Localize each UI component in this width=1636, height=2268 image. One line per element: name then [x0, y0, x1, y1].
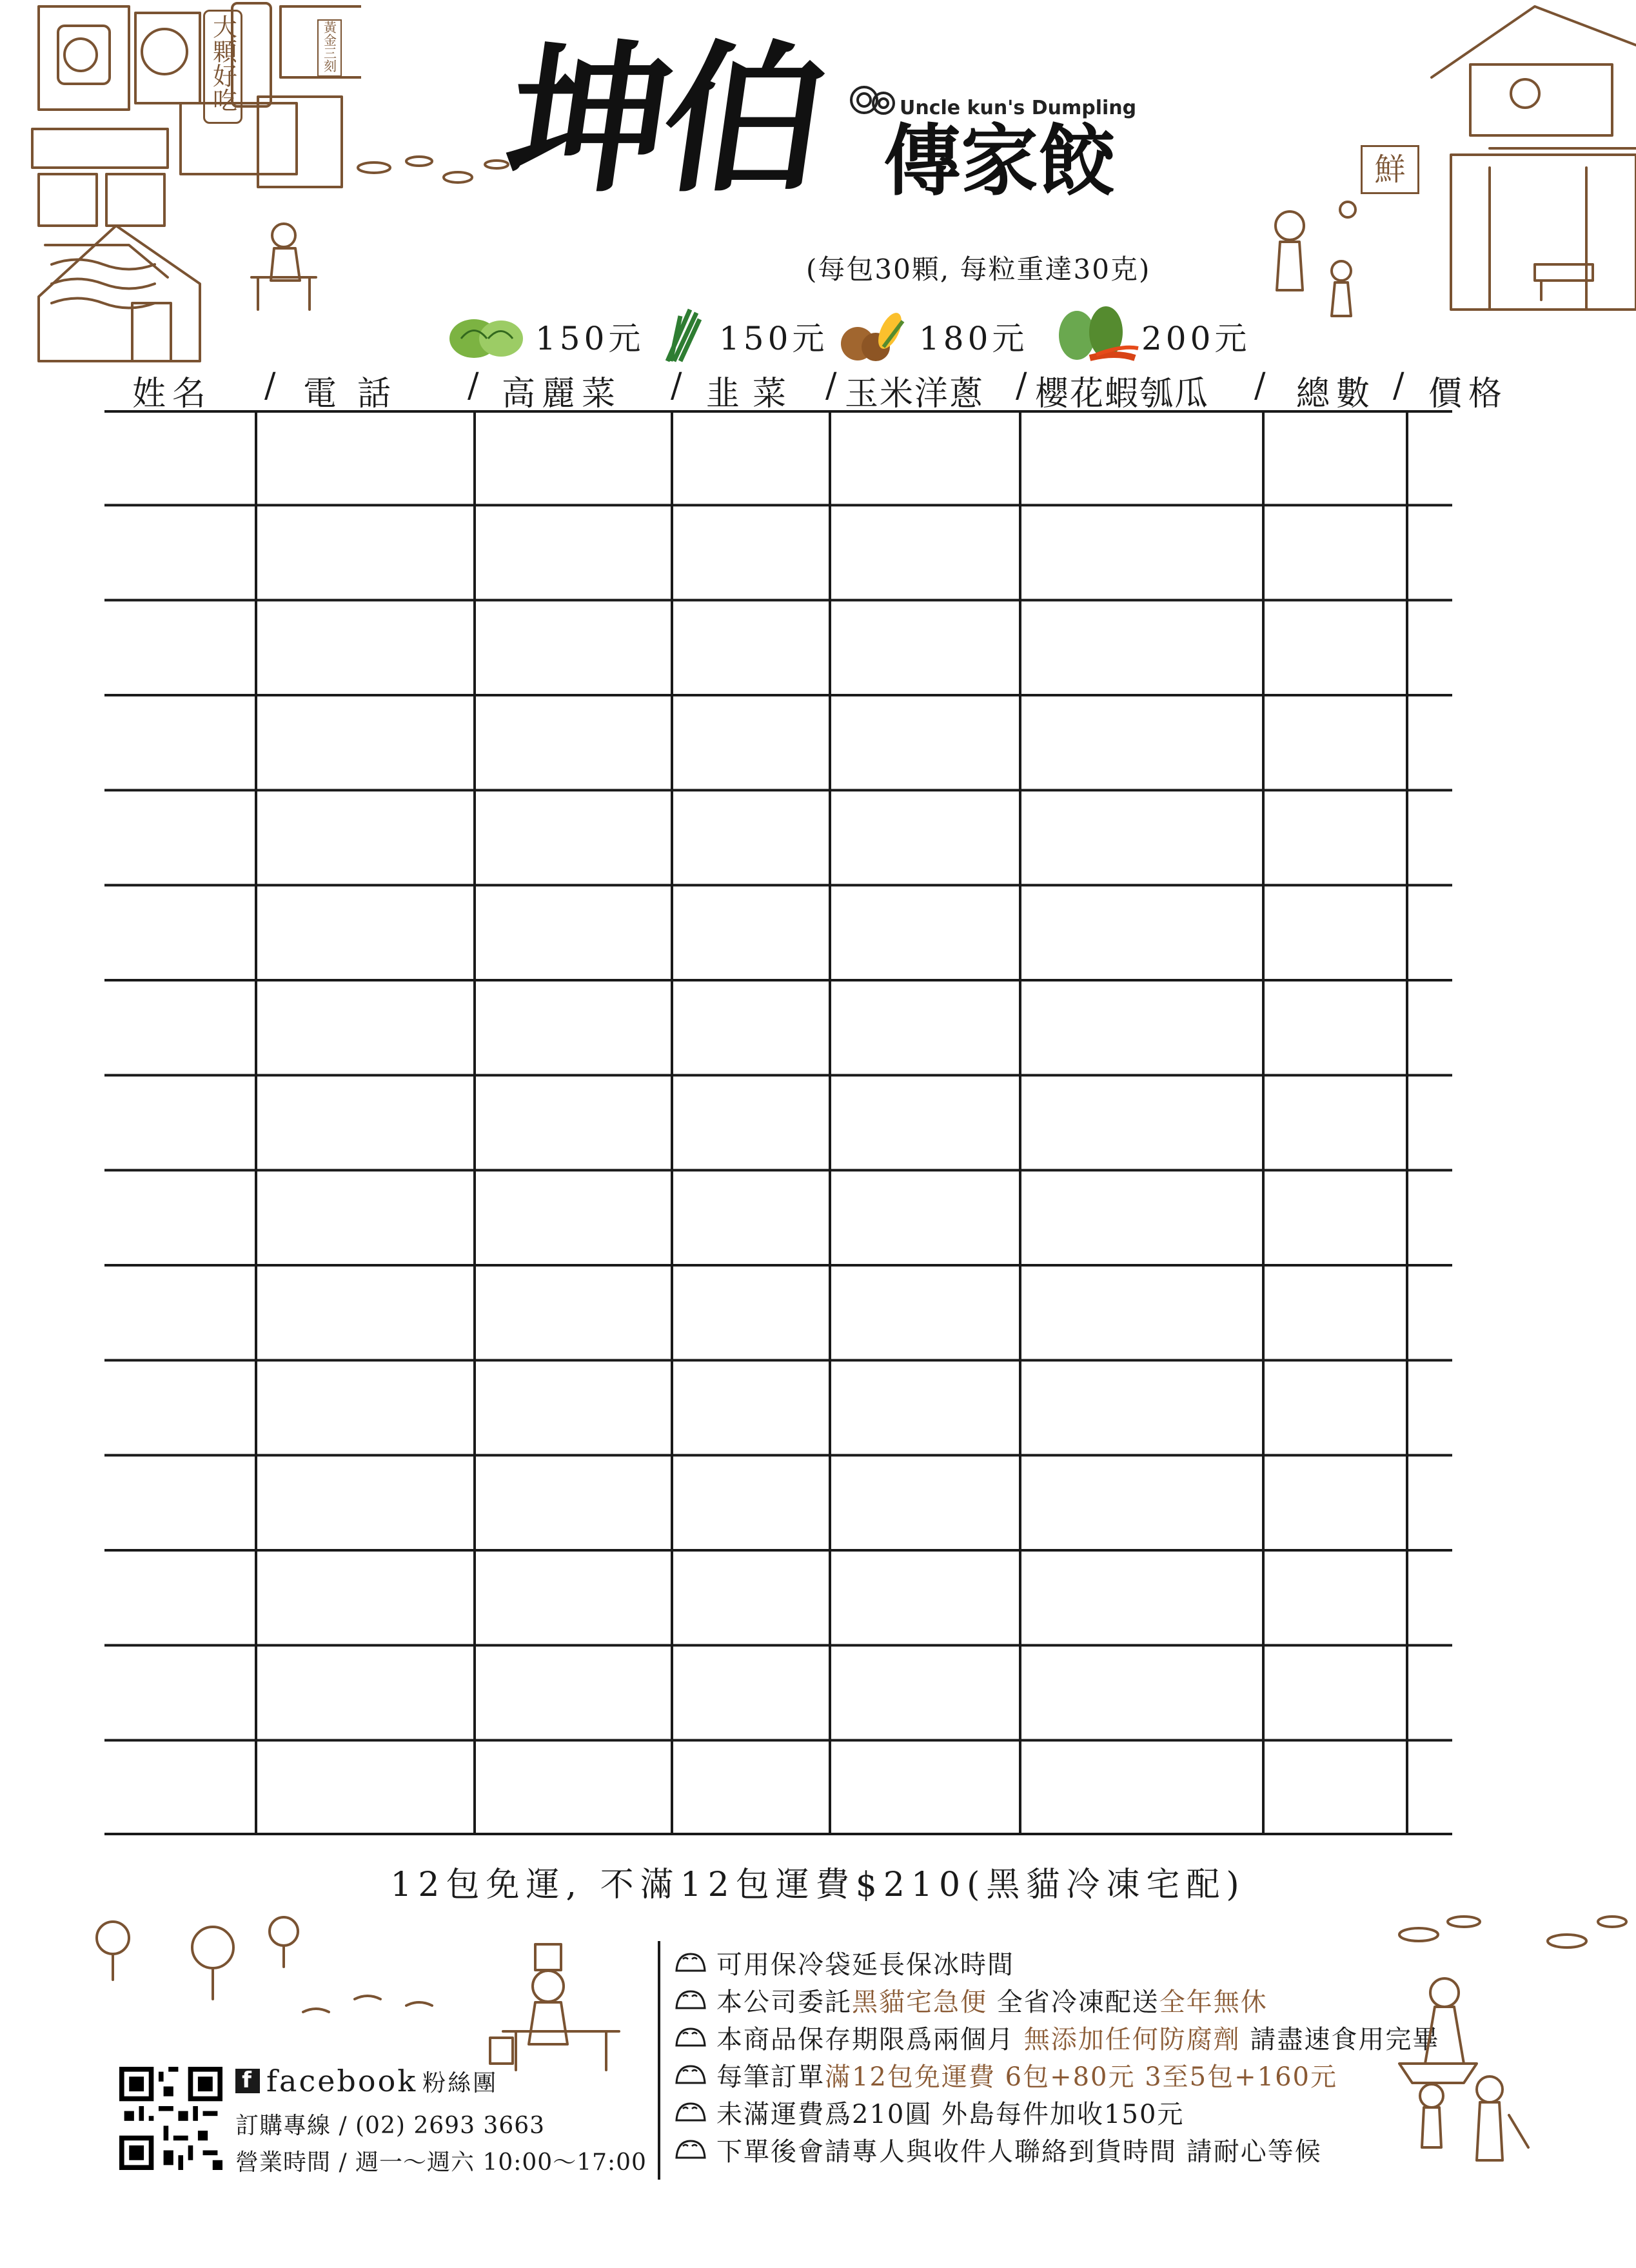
header-slash-6: / — [1254, 366, 1272, 405]
note-item — [674, 2056, 1337, 2093]
header-shrimp-gourd: 櫻花蝦瓠瓜 — [1035, 375, 1210, 413]
path-stones-doodle — [348, 142, 516, 193]
facebook-fanpage[interactable] — [235, 2064, 498, 2098]
note-highlight: 3至5包+160元 — [1145, 2062, 1337, 2092]
header-cabbage: 高麗菜 — [502, 375, 622, 413]
cabbage-icon — [448, 310, 526, 361]
shipping-summary: 12包免運, 不滿12包運費$210(黑貓冷凍宅配) — [390, 1866, 1246, 1904]
note-highlight: 全年無休 — [1159, 1987, 1268, 2017]
note-text: 本公司委託 — [716, 1987, 852, 2017]
note-text: 可用保冷袋延長保冰時間 — [716, 1950, 1014, 1980]
small-vertical-sign-text: 黃金三刻 — [321, 21, 337, 72]
order-table-grid — [104, 410, 1452, 1835]
brand-title-main: 坤伯 — [496, 25, 833, 214]
note-text: 每筆訂單 — [716, 2062, 825, 2092]
facebook-suffix: 粉絲團 — [422, 2069, 498, 2096]
family-doodle — [1257, 193, 1374, 322]
dumpling-icon — [674, 2062, 707, 2088]
header-price: 價格 — [1428, 375, 1509, 413]
fresh-sign: 鮮 — [1361, 145, 1419, 194]
price-chives: 150元 — [719, 320, 829, 357]
header-total: 總數 — [1296, 375, 1377, 413]
header-slash-2: / — [468, 366, 486, 405]
note-text: 請盡速食用完畢 — [1240, 2025, 1440, 2055]
brand-title-en: Uncle kun's Dumpling — [900, 97, 1137, 119]
small-vertical-sign — [317, 19, 342, 77]
chives-icon — [661, 303, 706, 364]
dumpling-icon — [674, 1950, 707, 1976]
note-text — [1136, 2060, 1145, 2090]
price-shrimp-gourd: 200元 — [1141, 320, 1251, 357]
business-hours: 營業時間 / 週一～週六 10:00～17:00 — [235, 2149, 647, 2176]
note-text: 本商品保存期限爲兩個月 — [716, 2025, 1024, 2055]
note-item — [674, 1982, 1268, 2018]
note-item — [674, 2019, 1439, 2056]
shop-vertical-sign — [203, 10, 242, 124]
facebook-label: facebook — [266, 2064, 418, 2098]
package-note: (每包30顆, 每粒重達30克) — [806, 253, 1151, 285]
facebook-icon: f — [235, 2069, 260, 2093]
notes-divider — [658, 1941, 660, 2180]
header-corn-onion: 玉米洋蔥 — [845, 375, 985, 413]
header-phone: 電話 — [303, 375, 412, 413]
note-text — [996, 2060, 1005, 2090]
note-item — [674, 1944, 1014, 1981]
cloud-swirl-icon — [845, 77, 903, 123]
town-illustration-left — [26, 0, 361, 380]
header-slash-4: / — [825, 366, 843, 405]
note-item — [674, 2131, 1322, 2168]
header-slash-1: / — [264, 366, 282, 405]
order-phone: 訂購專線 / (02) 2693 3663 — [235, 2113, 546, 2139]
header-slash-3: / — [671, 366, 689, 405]
dumpling-icon — [674, 2100, 707, 2125]
note-highlight: 滿12包免運費 — [825, 2062, 996, 2092]
bottom-right-doodles — [1386, 1870, 1636, 2167]
qr-code-icon — [119, 2067, 222, 2170]
note-text: 下單後會請專人與收件人聯絡到貨時間 請耐心等候 — [716, 2137, 1322, 2167]
corn-onion-icon — [838, 308, 909, 363]
note-text: 未滿運費爲210圓 外島每件加收150元 — [716, 2100, 1185, 2129]
dumpling-icon — [674, 2025, 707, 2051]
dumpling-icon — [674, 1987, 707, 2013]
shrimp-gourd-icon — [1051, 293, 1141, 364]
note-highlight: 6包+80元 — [1005, 2062, 1136, 2092]
bottom-left-doodles — [84, 1909, 645, 2076]
header-slash-7: / — [1393, 366, 1411, 405]
note-highlight: 黑貓宅急便 — [852, 1987, 987, 2017]
dumpling-icon — [674, 2137, 707, 2163]
note-highlight: 無添加任何防腐劑 — [1023, 2025, 1241, 2055]
header-slash-5: / — [1016, 366, 1034, 405]
shop-vertical-sign-text: 大顆好吃 — [208, 14, 237, 112]
person-at-table-doodle — [239, 219, 322, 316]
price-corn-onion: 180元 — [919, 320, 1029, 357]
price-cabbage: 150元 — [535, 320, 645, 357]
header-name: 姓名 — [132, 375, 213, 413]
note-item — [674, 2094, 1184, 2131]
brand-title-sub: 傳家餃 — [883, 115, 1116, 206]
header-chives: 韭菜 — [706, 375, 800, 413]
note-text: 全省冷凍配送 — [987, 1987, 1159, 2017]
